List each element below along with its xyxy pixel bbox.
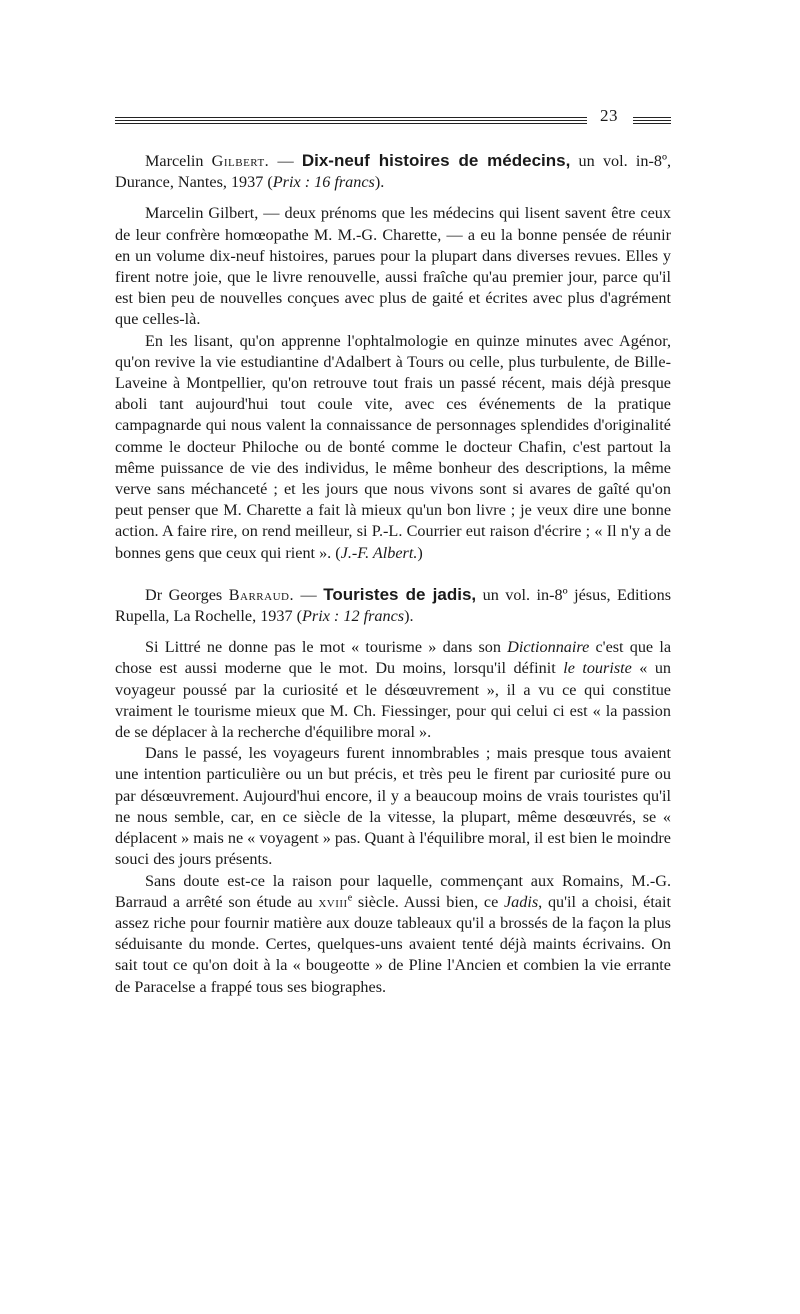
review1-publication: un vol. in-8º, Durance, Nantes, 1937 ( <box>115 152 672 192</box>
header-rule-left <box>115 123 587 124</box>
review2-publication-end: ). <box>404 607 414 626</box>
review2-p1-text-a: Si Littré ne donne pas le mot « tourisme » dans son <box>145 638 508 657</box>
review2-p3-jadis: Jadis <box>504 892 539 911</box>
review2-paragraph-1 <box>115 637 671 743</box>
review1-price: Prix : 16 francs <box>272 173 375 192</box>
review2-p3-century-sup: e <box>347 892 353 904</box>
review2-p1-touriste: le touriste <box>563 659 632 678</box>
header-rule-right <box>633 117 671 118</box>
review2-book-title: Touristes de jadis, <box>323 584 477 604</box>
section-gap <box>115 564 671 584</box>
review1-dash: — <box>269 152 302 170</box>
review2-p3-text-a: Sans doute est-ce la raison pour laquelle, commençant aux Romains, M.-G. Barraud a arrêté son étude au <box>115 871 671 911</box>
review1-signature: J.-F. Albert. <box>340 543 418 562</box>
page-body <box>115 150 671 998</box>
review2-author-prefix <box>145 586 162 604</box>
review1-author-first: Marcelin <box>145 152 204 170</box>
review1-citation <box>115 150 671 193</box>
review2-p3-text-c: , qu'il a choisi, était assez riche pour fournir matière aux douze tableaux qu'il a brossés de la façon la plus séduisante du monde. Certes, quelques-uns avaient tenté déjà maints écrivains. On sait tout ce qu'on doit à la « bougeotte » de Pline l'Ancien et combien la vie errante de Paracelse a frappé tous ses biographes. <box>115 892 671 996</box>
review2-dash: — <box>294 585 324 604</box>
review2-p3-century: xviii <box>318 892 348 911</box>
review1-publication-end: ). <box>374 173 385 192</box>
review2-paragraph-3 <box>115 871 671 998</box>
review2-p3-text-b: siècle. Aussi bien, ce <box>352 892 504 911</box>
header-rule-left <box>115 117 587 118</box>
review2-paragraph-2: Dans le passé, les voyageurs furent innombrables ; mais presque tous avaient une intention particulière ou un but précis, et très peu le firent par curiosité pure ou par désœuvrement. Aujourd'hui encore, il y a beaucoup moins de vrais touristes qu'il ne nous semble, car, en ce siècle de la vitesse, la plupart, même desœuvrés, se « déplacent » mais ne « voyagent » pas. Quant à l'équilibre moral, il est bien le moindre souci des jours présents. <box>115 744 671 869</box>
review1-paragraph-2-text: En les lisant, qu'on apprenne l'ophtalmologie en quinze minutes avec Agénor, qu'on revive la vie estudiantine d'Adalbert à Tours ou celle, plus turbulente, de Bille-Laveine à Montpellier, qu'on retrouve tout frais un passé récent, mais déjà presque aboli tant aujourd'hui tout coule vite, avec ces événements de la pratique campagnarde qui nous valent la connaissance de personnages splendides d'originalité comme le docteur Philoche ou de bonté comme le docteur Chafin, c'est partout la même puissance de vie des individus, le même bonheur des descriptions, la même verve sans méchanceté ; et les jours que nous vivons sont si avares de gaîté qu'on peut penser que M. Charette a fait là mieux qu'un bon livre ; je veux dire une bonne action. A faire rire, on rend meilleur, si P.-L. Courrier eut raison d'écrire ; « Il n'y a de bonnes gens que ceux qui rient ». ( <box>115 331 671 562</box>
review2-price: Prix : 12 francs <box>302 607 405 626</box>
header-rule-left <box>115 120 587 121</box>
header-rule-right <box>633 123 671 124</box>
review2-prefix: Dr <box>145 585 163 604</box>
review2-author-last: Barraud. <box>228 585 295 604</box>
review1-paragraph-2 <box>115 331 671 564</box>
review2-p1-text-c: « un voyageur poussé par la curiosité et le désœuvrement », il a vu ce qui constitue vraiment le tourisme mieux que M. Ch. Fiessinger, pour qui celui ci est « la passion de se déplacer à la recherche d'équilibre moral ». <box>115 659 672 742</box>
review1-paragraph-2-end: ) <box>417 543 423 562</box>
review2-p1-text-b: c'est que la chose est aussi moderne que le mot. Du moins, lorsqu'il définit <box>115 638 672 678</box>
review1-paragraph-1: Marcelin Gilbert, — deux prénoms que les médecins qui lisent savent être ceux de leur confrère homœopathe M. M.-G. Charette, — a eu la bonne pensée de réunir en un volume dix-neuf histoires, parues pour la plupart dans diverses revues. Elles y firent notre joie, que le livre renouvelle, aussi fraîche qu'au premier jour, parce qu'il est bien peu de nouvelles conçues avec plus de gaité et écrites avec plus d'agrément que celles-là. <box>115 204 671 329</box>
page-number: 23 <box>600 106 618 125</box>
review1-author-last: Gilbert. <box>211 152 270 170</box>
review2-citation <box>115 584 671 627</box>
review1-book-title: Dix-neuf histoires de médecins, <box>301 151 571 170</box>
page-header <box>115 106 671 136</box>
header-rule-right <box>633 120 671 121</box>
review2-author-first: Georges <box>162 585 229 604</box>
review2-publication: un vol. in-8º jésus, Editions Rupella, La Rochelle, 1937 ( <box>115 585 671 626</box>
review2-p1-dictionnaire: Dictionnaire <box>507 638 590 657</box>
